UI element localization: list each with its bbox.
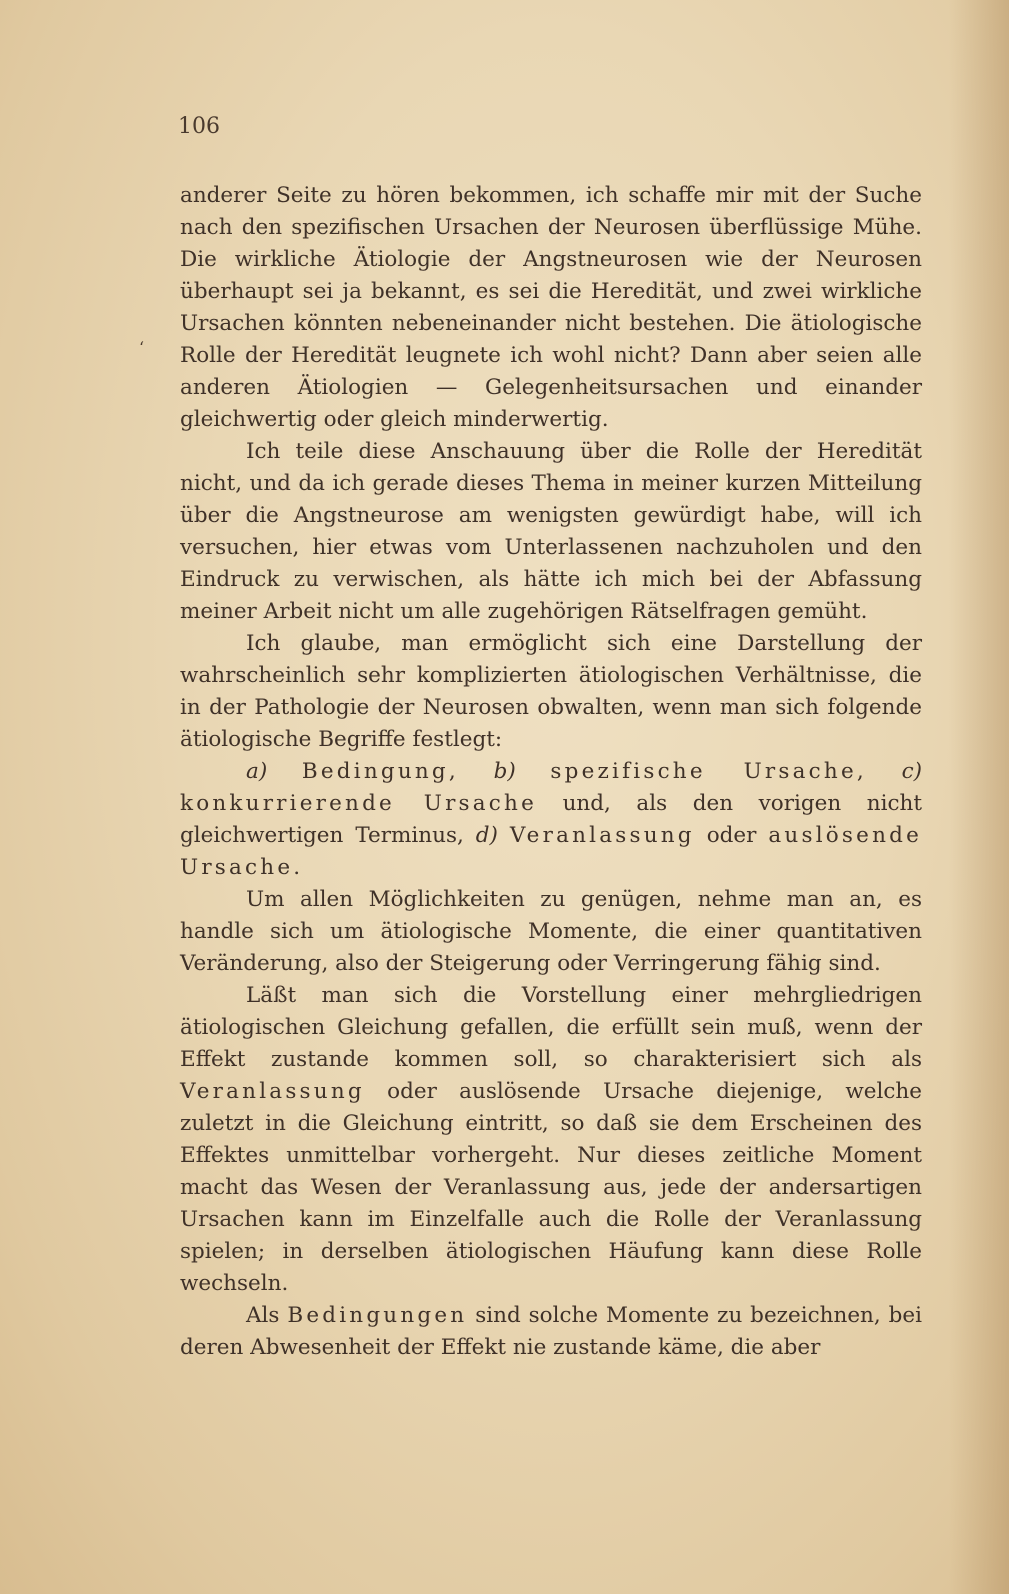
segment: oder (694, 823, 769, 848)
segment: und, als den vorigen nicht gleichwertigen Terminus, (180, 791, 923, 848)
paragraph-6 (180, 980, 922, 1300)
segment (498, 823, 510, 848)
body-text (180, 180, 922, 1364)
segment (516, 759, 551, 784)
page-number: 106 (178, 114, 220, 139)
segment (867, 759, 902, 784)
segment: Bedingungen (287, 1303, 468, 1328)
segment (267, 759, 302, 784)
paragraph-1: anderer Seite zu hören bekommen, ich schaffe mir mit der Suche nach den spezifischen Ursachen der Neurosen überflüssige Mühe. Die wirkliche Ätiologie der Angstneurosen wie der Neurosen überhaupt sei ja bekannt, es sei die Heredität, und zwei wirkliche Ursachen könnten nebeneinander nicht bestehen. Die ätiologische Rolle der Heredität leugnete ich wohl nicht? Dann aber seien alle anderen Ätiologien — Gelegenheitsursachen und einander gleichwertig oder gleich minderwertig. (180, 183, 922, 432)
segment: Als (246, 1303, 288, 1328)
segment (459, 759, 494, 784)
segment: b) (493, 759, 516, 784)
segment: sind solche Momente zu bezeichnen, bei deren Abwesenheit der Effekt nie zustande käme, die aber (180, 1303, 922, 1360)
paragraph-4 (180, 756, 922, 884)
paragraph-3: Ich glaube, man ermöglicht sich eine Darstellung der wahrscheinlich sehr komplizierten ätiologischen Verhältnisse, die in der Pathologie der Neurosen obwalten, wenn man sich folgende ätiologische Begriffe festlegt: (180, 631, 922, 752)
paragraph-2: Ich teile diese Anschauung über die Rolle der Heredität nicht, und da ich gerade dieses Thema in meiner kurzen Mitteilung über die Angstneurose am wenigsten gewürdigt habe, will ich versuchen, hier etwas vom Unterlassenen nachzuholen und den Eindruck zu verwischen, als hätte ich mich bei der Abfassung meiner Arbeit nicht um alle zugehörigen Rätselfragen gemüht. (180, 439, 922, 624)
paragraph-7 (180, 1300, 922, 1364)
segment: d) (475, 823, 498, 848)
segment: oder auslösende Ursache diejenige, welche zuletzt in die Gleichung eintritt, so daß sie dem Erscheinen des Effektes unmittelbar vorhergeht. Nur dieses zeitliche Moment macht das Wesen der Veranlassung aus, jede der andersartigen Ursachen kann im Einzelfalle auch die Rolle der Veranlassung spielen; in derselben ätiologischen Häufung kann diese Rolle wechseln. (180, 1079, 922, 1296)
segment: konkurrierende Ursache (180, 791, 538, 816)
page-edge-shadow (949, 0, 1009, 1594)
segment: Läßt man sich die Vorstellung einer mehrgliedrigen ätiologischen Gleichung gefallen, die erfüllt sein muß, wenn der Effekt zustande kommen soll, so charakterisiert sich als (180, 983, 922, 1072)
segment: spezifische Ursache, (550, 759, 867, 784)
segment: Veranlassung (509, 823, 695, 848)
margin-mark: ʻ (139, 338, 145, 357)
segment: Veranlassung (180, 1079, 365, 1104)
segment: a) (246, 759, 268, 784)
paragraph-5: Um allen Möglichkeiten zu genügen, nehme man an, es handle sich um ätiologische Momente, die einer quantitativen Veränderung, also der Steigerung oder Verringerung fähig sind. (180, 887, 922, 976)
segment: Bedingung, (301, 759, 459, 784)
segment: auslösende Ursache. (180, 823, 922, 880)
segment: c) (901, 759, 922, 784)
